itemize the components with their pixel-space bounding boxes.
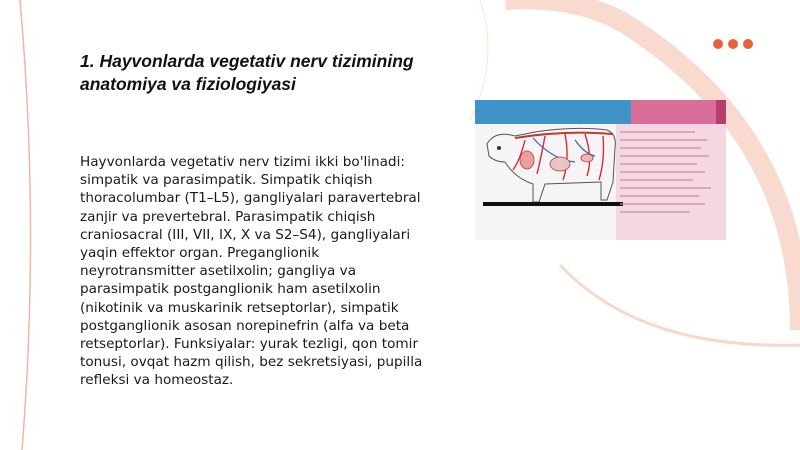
bottom-arc [560,265,800,345]
side-panel-lines [620,132,711,212]
nerve-path [537,136,545,174]
diagram-base [483,202,623,206]
slide-title: 1. Hayvonlarda vegetativ nerv tizimining anatomiya va fiziologiyasi [80,51,414,94]
accent-dot [713,39,723,49]
accent-dot [743,39,753,49]
animal-diagram [475,100,726,240]
organ-heart [520,151,534,169]
accent-dot [728,39,738,49]
organ-stomach [550,157,570,171]
nerve-path [599,136,604,180]
anatomy-figure [475,100,726,240]
animal-eye [497,146,501,150]
nerve-path-blue [575,140,595,156]
left-arc [20,0,31,450]
organ-kidney [581,154,593,162]
accent-dots [713,39,753,49]
nerve-path [563,134,567,180]
slide-body-text: Hayvonlarda vegetativ nerv tizimi ikki bo'linadi: simpatik va parasimpatik. Simpatik chiqish thoracolumbar (T1–L5), gangliyalari paravertebral zanjir va prevertebral. Parasimpatik chiqish craniosacral (III, VII, IX, X va S2–S4), gangliyalari yaqin effektor organ. Preganglionik neyrotransmitter asetilxolin; gangliya va parasimpatik postganglionik ham asetilxolin (nikotinik va muskarinik retseptorlar), simpatik postganglionik asosan norepinefrin (alfa va beta retseptorlar). Funksiyalar: yurak tezligi, qon tomir tonusi, ovqat hazm qilish, bez sekretsiyasi, pupilla refleksi va homeostaz. [80,154,423,389]
